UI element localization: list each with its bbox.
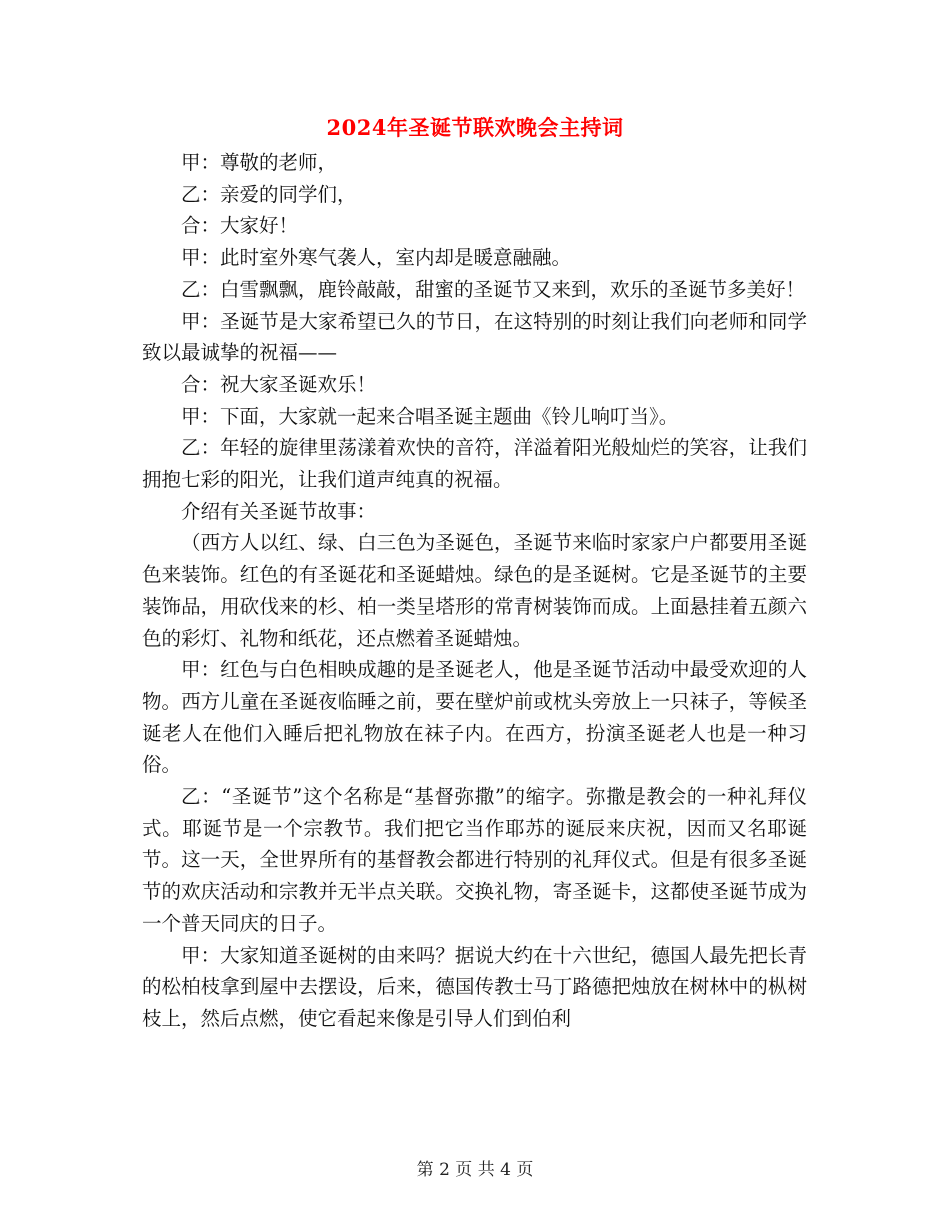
paragraph: 甲：尊敬的老师， bbox=[181, 151, 338, 174]
paragraph: 甲：下面，大家就一起来合唱圣诞主题曲《铃儿响叮当》。 bbox=[181, 404, 679, 428]
paragraph: （西方人以红、绿、白三色为圣诞色，圣诞节来临时家家户户都要用圣诞色来装饰。红色的有圣诞花和圣诞蜡烛。绿色的是圣诞树。它是圣诞节的主要装饰品，用砍伐来的杉、柏一类呈塔形的常青树装饰而成。上面悬挂着五颜六色的彩灯、礼物和纸花，还点燃着圣诞蜡烛。 bbox=[142, 531, 807, 650]
page-footer: 第 2 页 共 4 页 bbox=[416, 1160, 534, 1180]
paragraph: 介绍有关圣诞节故事： bbox=[181, 499, 377, 523]
paragraph: 合：大家好！ bbox=[181, 214, 299, 238]
paragraph: 乙：年轻的旋律里荡漾着欢快的音符，洋溢着阳光般灿烂的笑容，让我们拥抱七彩的阳光，让我们道声纯真的祝福。 bbox=[142, 436, 807, 492]
paragraph: 乙：白雪飘飘，鹿铃敲敲，甜蜜的圣诞节又来到，欢乐的圣诞节多美好！ bbox=[181, 277, 806, 301]
paragraph: 乙：亲爱的同学们， bbox=[181, 182, 357, 206]
document-body bbox=[142, 147, 807, 1035]
page-title: 2024年圣诞节联欢晚会主持词 bbox=[326, 115, 624, 140]
paragraph: 甲：红色与白色相映成趣的是圣诞老人，他是圣诞节活动中最受欢迎的人物。西方儿童在圣诞夜临睡之前，要在壁炉前或枕头旁放上一只袜子，等候圣诞老人在他们入睡后把礼物放在袜子内。在西方，扮演圣诞老人也是一种习俗。 bbox=[142, 658, 807, 777]
paragraph: 乙：“圣诞节”这个名称是“基督弥撒”的缩字。弥撒是教会的一种礼拜仪式。耶诞节是一个宗教节。我们把它当作耶苏的诞辰来庆祝，因而又名耶诞节。这一天，全世界所有的基督教会都进行特别的礼拜仪式。但是有很多圣诞节的欢庆活动和宗教并无半点关联。交换礼物，寄圣诞卡，这都使圣诞节成为一个普天同庆的日子。 bbox=[142, 785, 807, 935]
paragraph: 甲：圣诞节是大家希望已久的节日，在这特别的时刻让我们向老师和同学致以最诚挚的祝福—— bbox=[142, 309, 807, 365]
paragraph: 甲：大家知道圣诞树的由来吗？据说大约在十六世纪，德国人最先把长青的松柏枝拿到屋中去摆设，后来，德国传教士马丁路德把烛放在树林中的枞树枝上，然后点燃，使它看起来像是引导人们到伯利 bbox=[142, 943, 807, 1030]
paragraph: 合：祝大家圣诞欢乐！ bbox=[181, 372, 377, 396]
paragraph: 甲：此时室外寒气袭人，室内却是暖意融融。 bbox=[181, 246, 572, 270]
